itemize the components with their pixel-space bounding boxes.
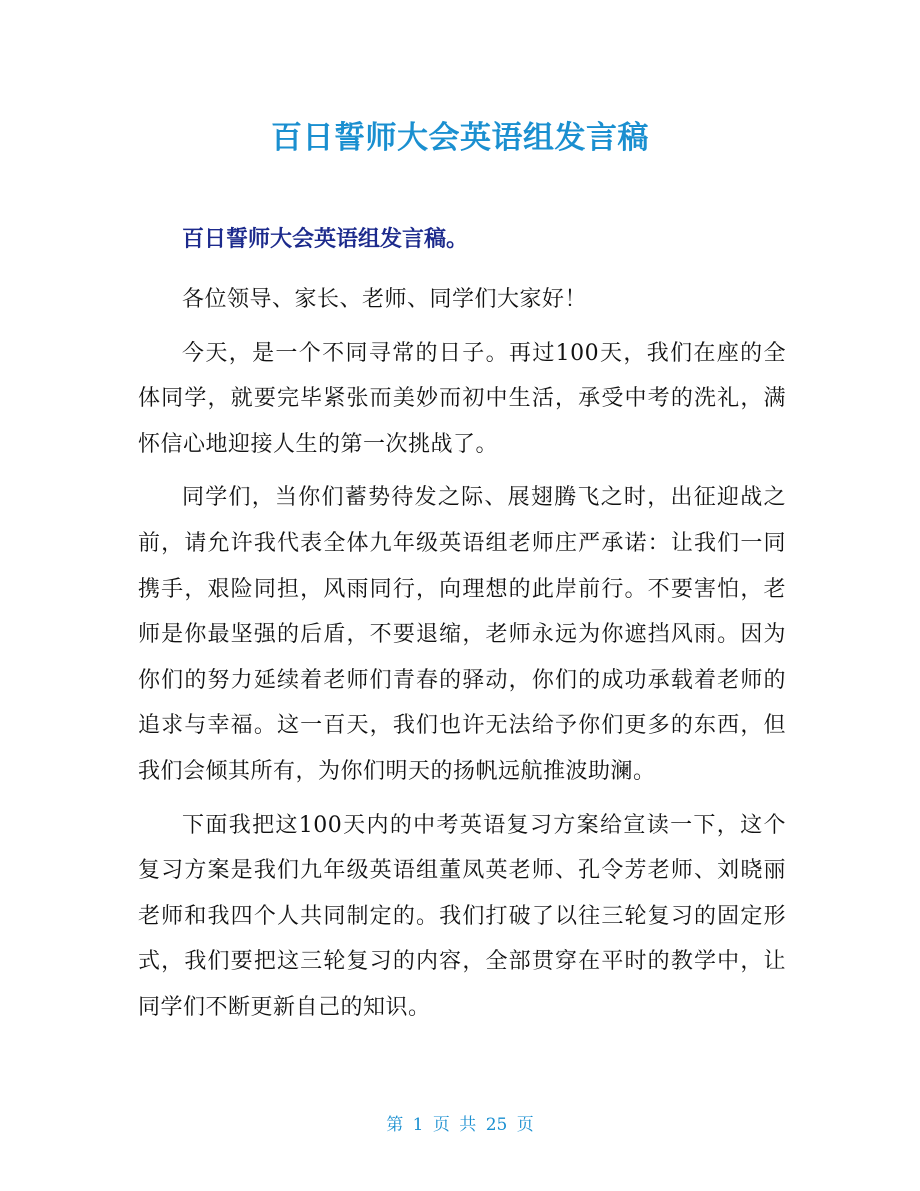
document-subtitle: 百日誓师大会英语组发言稿。	[182, 227, 469, 252]
paragraph-greeting: 各位领导、家长、老师、同学们大家好！	[182, 287, 588, 312]
paragraph-today: 今天，是一个不同寻常的日子。再过100天，我们在座的全体同学，就要完毕紧张而美妙而初中生活，承受中考的洗礼，满怀信心地迎接人生的第一次挑战了。	[138, 340, 786, 457]
paragraph-promise: 同学们，当你们蓄势待发之际、展翅腾飞之时，出征迎战之前，请允许我代表全体九年级英语组老师庄严承诺：让我们一同携手，艰险同担，风雨同行，向理想的此岸前行。不要害怕，老师是你最坚强的后盾，不要退缩，老师永远为你遮挡风雨。因为你们的努力延续着老师们青春的驿动，你们的成功承载着老师的追求与幸福。这一百天，我们也许无法给予你们更多的东西，但我们会倾其所有，为你们明天的扬帆远航推波助澜。	[138, 485, 786, 784]
paragraph-review-plan: 下面我把这100天内的中考英语复习方案给宣读一下，这个复习方案是我们九年级英语组董凤英老师、孔令芳老师、刘晓丽老师和我四个人共同制定的。我们打破了以往三轮复习的固定形式，我们要把这三轮复习的内容，全部贯穿在平时的教学中，让同学们不断更新自己的知识。	[138, 812, 786, 1020]
document-title: 百日誓师大会英语组发言稿	[271, 120, 649, 156]
document-body	[138, 277, 786, 1039]
page-number-footer: 第 1 页 共 25 页	[386, 1115, 534, 1135]
